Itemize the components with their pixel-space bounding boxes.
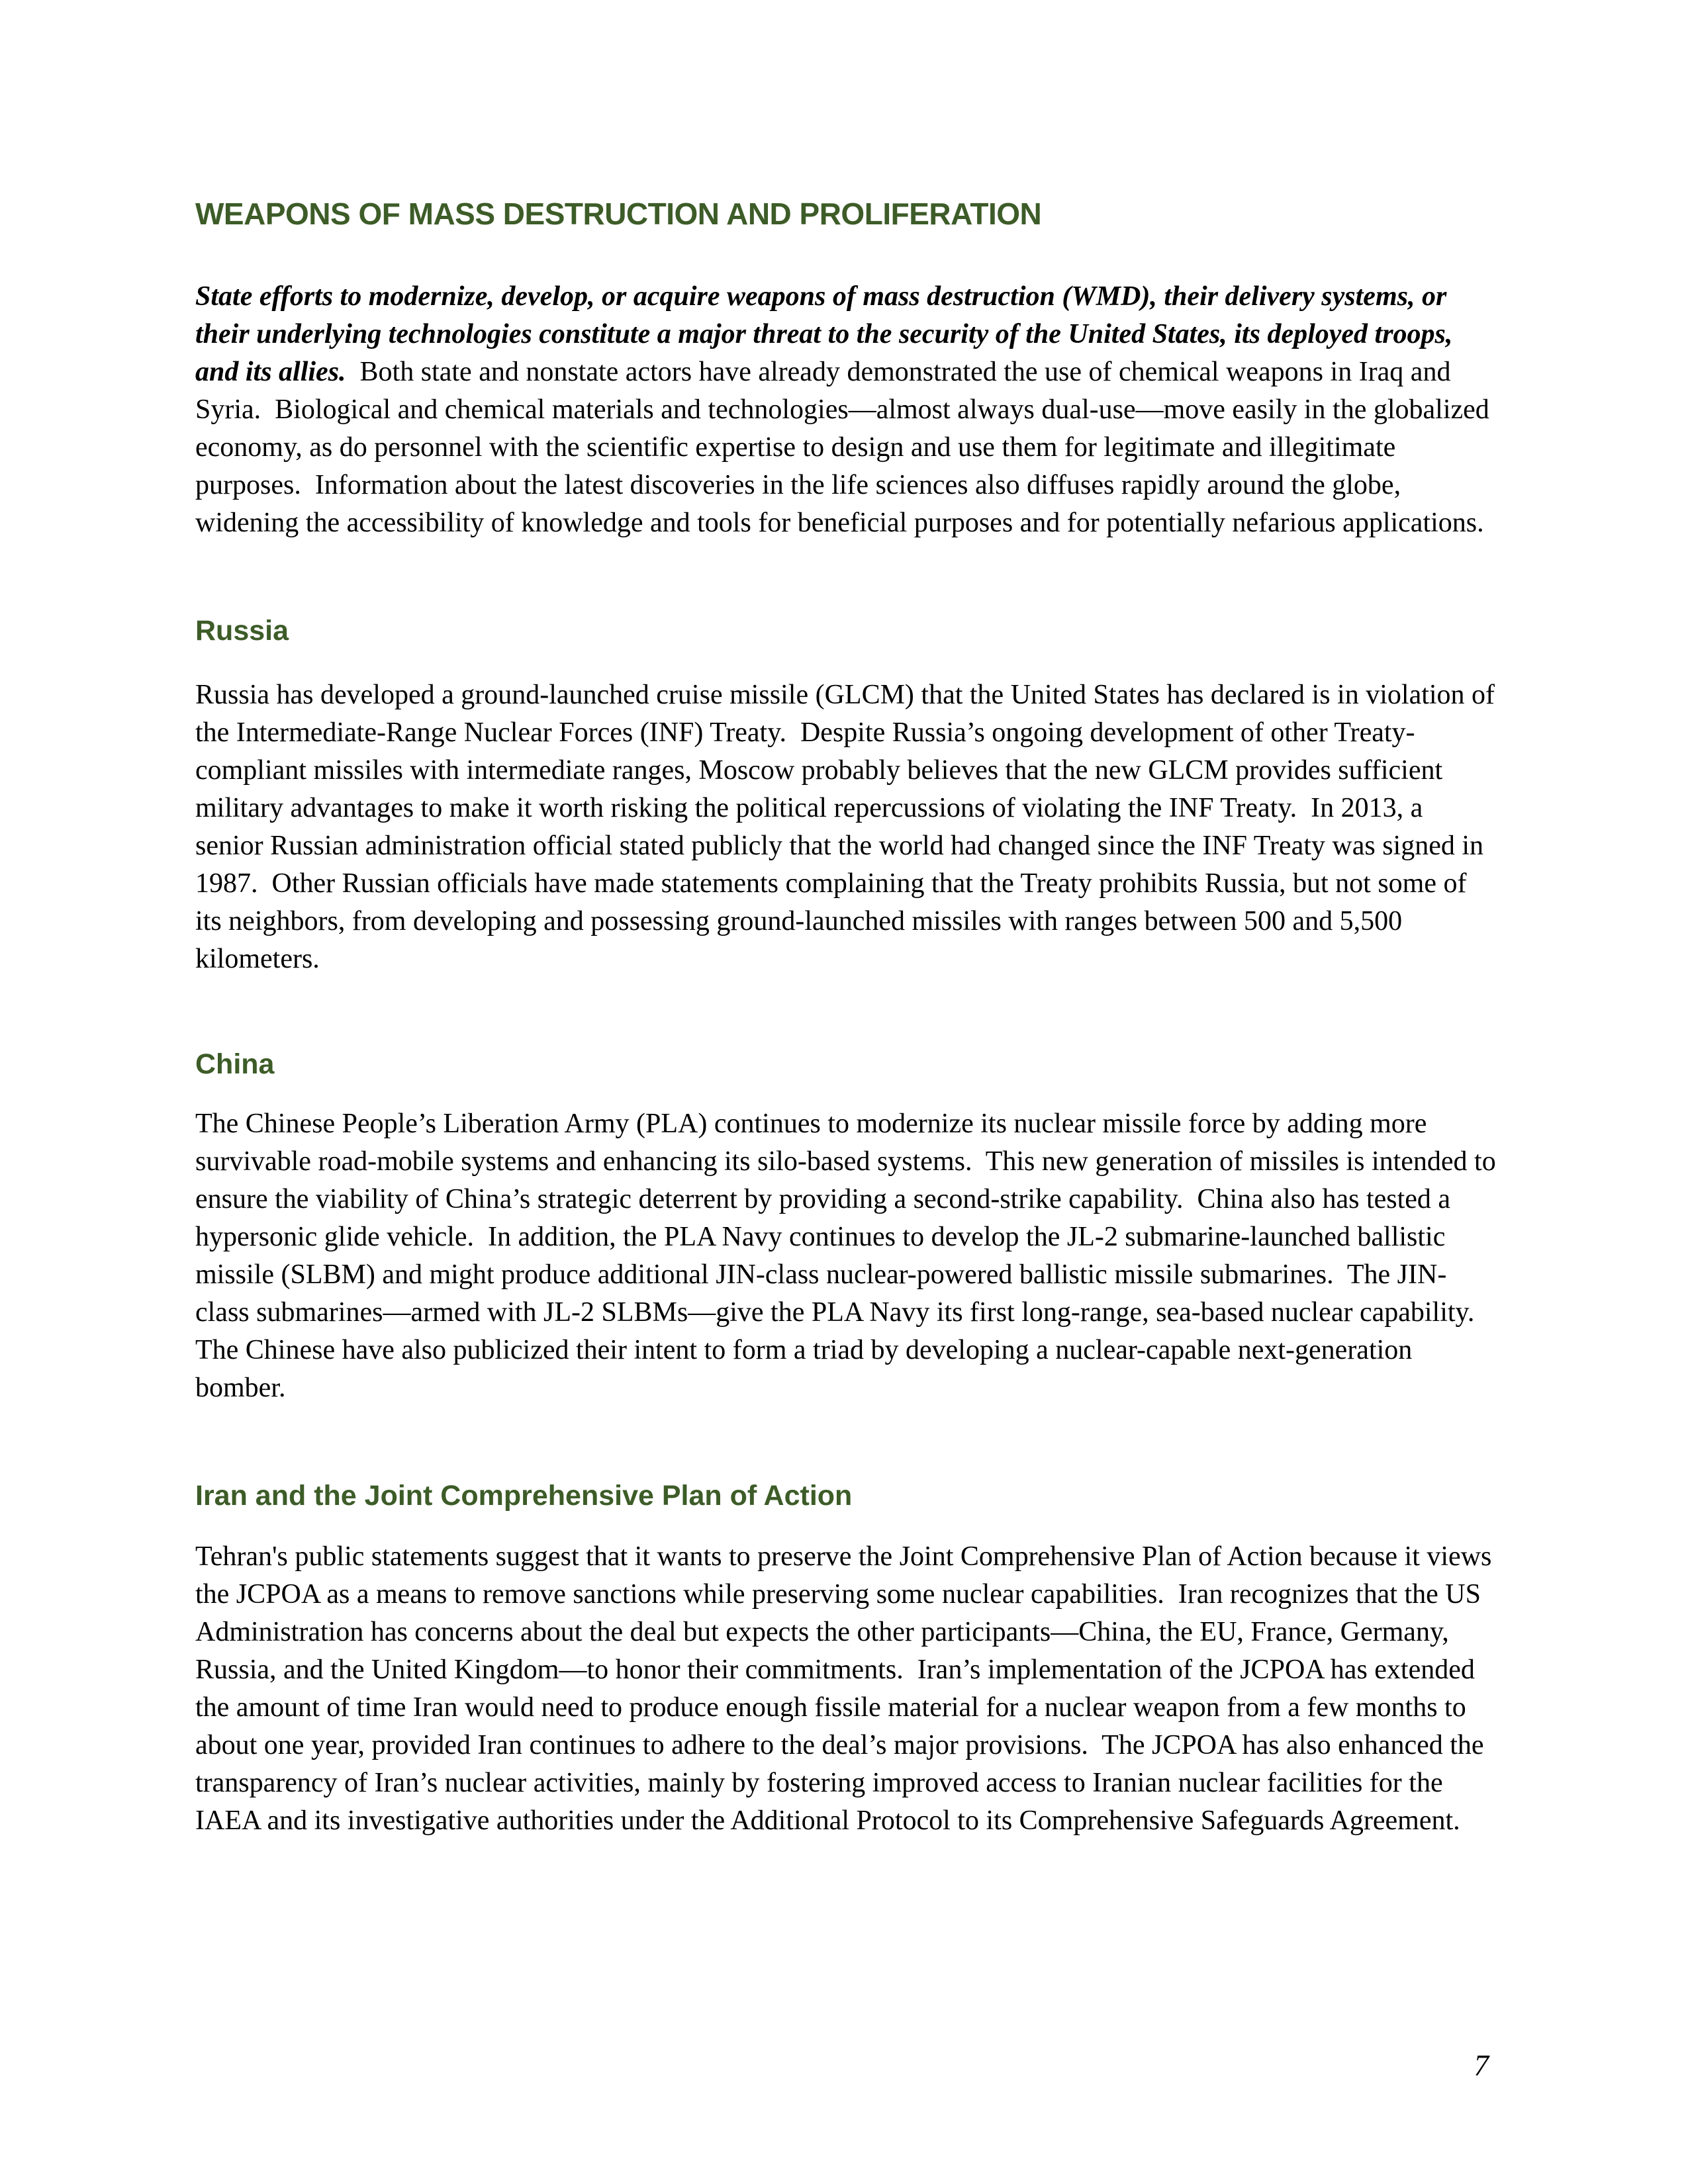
- intro-lead-sentence: State efforts to modernize, develop, or acquire weapons of mass destruction (WMD), their delivery systems, or their underlying technologies constitute a major threat to the security of the United States, its deployed troops, and its allies.: [195, 281, 1460, 387]
- page-title: WEAPONS OF MASS DESTRUCTION AND PROLIFERATION: [195, 197, 1042, 231]
- intro-paragraph: [195, 278, 1496, 542]
- section-body-russia: Russia has developed a ground-launched cruise missile (GLCM) that the United States has declared is in violation of the Intermediate-Range Nuclear Forces (INF) Treaty. Despite Russia’s ongoing development of other Treaty-compliant missiles with intermediate ranges, Moscow probably believes that the new GLCM provides sufficient military advantages to make it worth risking the political repercussions of violating the INF Treaty. In 2013, a senior Russian administration official stated publicly that the world had changed since the INF Treaty was signed in 1987. Other Russian officials have made statements complaining that the Treaty prohibits Russia, but not some of its neighbors, from developing and possessing ground-launched missiles with ranges between 500 and 5,500 kilometers.: [195, 680, 1502, 974]
- section-heading-russia: Russia: [195, 615, 289, 647]
- intro-remainder: Both state and nonstate actors have already demonstrated the use of chemical weapons in Iraq and Syria. Biological and chemical materials and technologies—almost always dual-use—move easily in the globalized economy, as do personnel with the scientific expertise to design and use them for legitimate and illegitimate purposes. Information about the latest discoveries in the life sciences also diffuses rapidly around the globe, widening the accessibility of knowledge and tools for beneficial purposes and for potentially nefarious applications.: [195, 357, 1497, 538]
- section-body-china: The Chinese People’s Liberation Army (PLA) continues to modernize its nuclear missile force by adding more survivable road-mobile systems and enhancing its silo-based systems. This new generation of missiles is intended to ensure the viability of China’s strategic deterrent by providing a second-strike capability. China also has tested a hypersonic glide vehicle. In addition, the PLA Navy continues to develop the JL-2 submarine-launched ballistic missile (SLBM) and might produce additional JIN-class nuclear-powered ballistic missile submarines. The JIN-class submarines—armed with JL-2 SLBMs—give the PLA Navy its first long-range, sea-based nuclear capability. The Chinese have also publicized their intent to form a triad by developing a nuclear-capable next-generation bomber.: [195, 1109, 1503, 1403]
- section-body-iran-jcpoa: Tehran's public statements suggest that it wants to preserve the Joint Comprehensive Plan of Action because it views the JCPOA as a means to remove sanctions while preserving some nuclear capabilities. Iran recognizes that the US Administration has concerns about the deal but expects the other participants—China, the EU, France, Germany, Russia, and the United Kingdom—to honor their commitments. Iran’s implementation of the JCPOA has extended the amount of time Iran would need to produce enough fissile material for a nuclear weapon from a few months to about one year, provided Iran continues to adhere to the deal’s major provisions. The JCPOA has also enhanced the transparency of Iran’s nuclear activities, mainly by fostering improved access to Iranian nuclear facilities for the IAEA and its investigative authorities under the Additional Protocol to its Comprehensive Safeguards Agreement.: [195, 1541, 1499, 1836]
- section-heading-iran-jcpoa: Iran and the Joint Comprehensive Plan of Action: [195, 1480, 853, 1512]
- page-number: 7: [1474, 2049, 1489, 2082]
- section-heading-china: China: [195, 1048, 275, 1080]
